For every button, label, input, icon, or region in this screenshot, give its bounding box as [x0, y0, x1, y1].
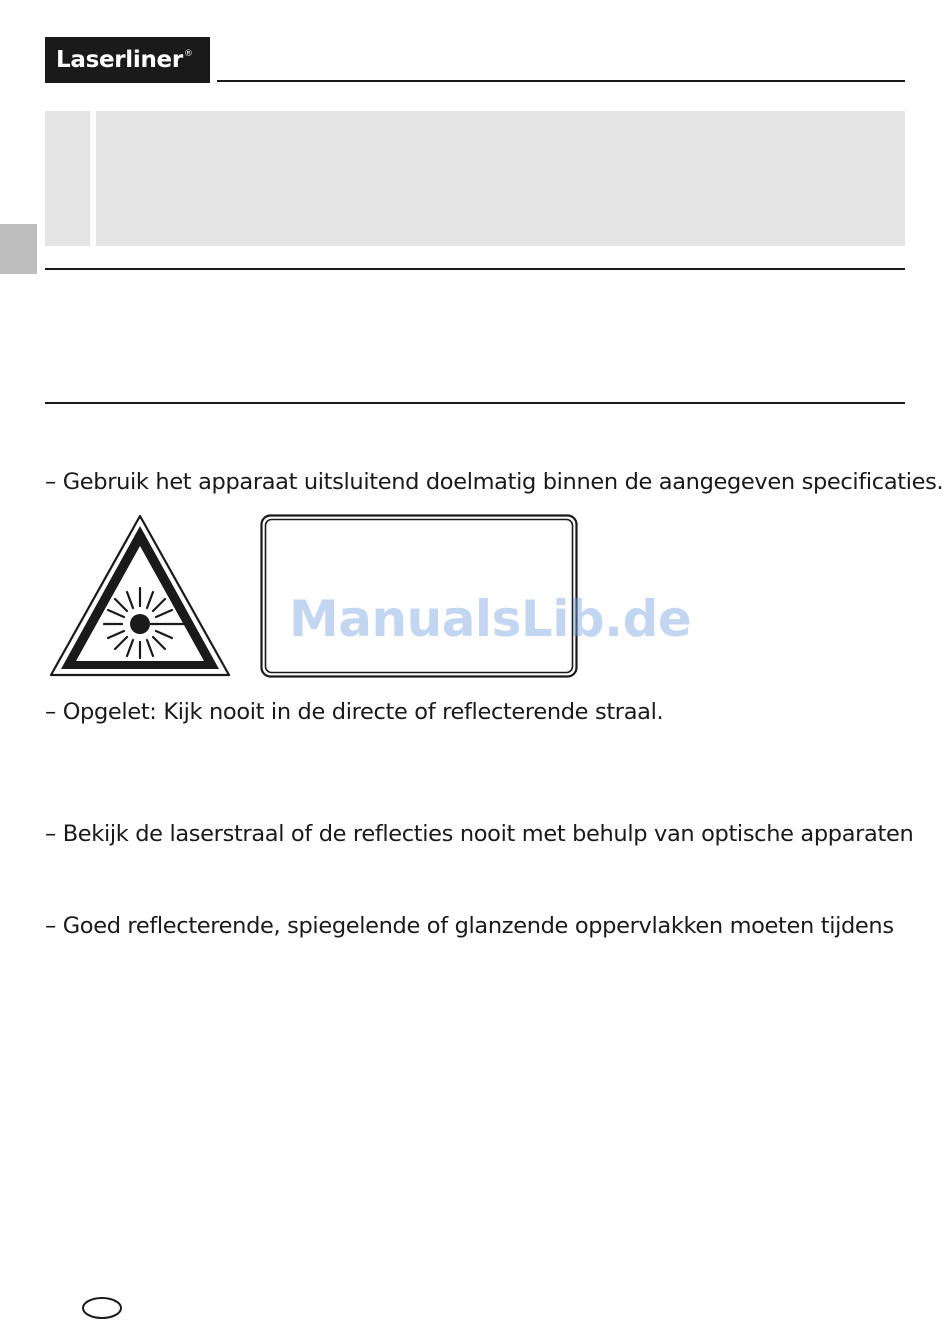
section-number-box	[45, 111, 90, 246]
language-code-oval-icon	[81, 1296, 123, 1320]
safety-bullet-direct-beam: – Opgelet: Kijk nooit in de directe of reflecterende straal.	[45, 699, 664, 725]
section-rule-top	[45, 268, 905, 270]
safety-bullet-reflective-surfaces: – Goed reflecterende, spiegelende of glanzende oppervlakken moeten tijdens	[45, 913, 894, 939]
section-title-box	[96, 111, 905, 246]
section-rule-bottom	[45, 402, 905, 404]
manualslib-watermark: ManualsLib.de	[289, 590, 692, 648]
language-side-tab	[0, 224, 37, 274]
registered-mark: ®	[183, 49, 193, 59]
logo-text: Laserliner	[56, 47, 183, 73]
header-rule	[217, 80, 905, 82]
laserliner-logo	[45, 37, 210, 83]
safety-bullet-optical-devices: – Bekijk de laserstraal of de reflecties nooit met behulp van optische apparaten	[45, 821, 914, 847]
laser-warning-triangle-icon	[48, 513, 232, 678]
safety-bullet-specifications: – Gebruik het apparaat uitsluitend doelmatig binnen de aangegeven specificaties.	[45, 469, 944, 495]
